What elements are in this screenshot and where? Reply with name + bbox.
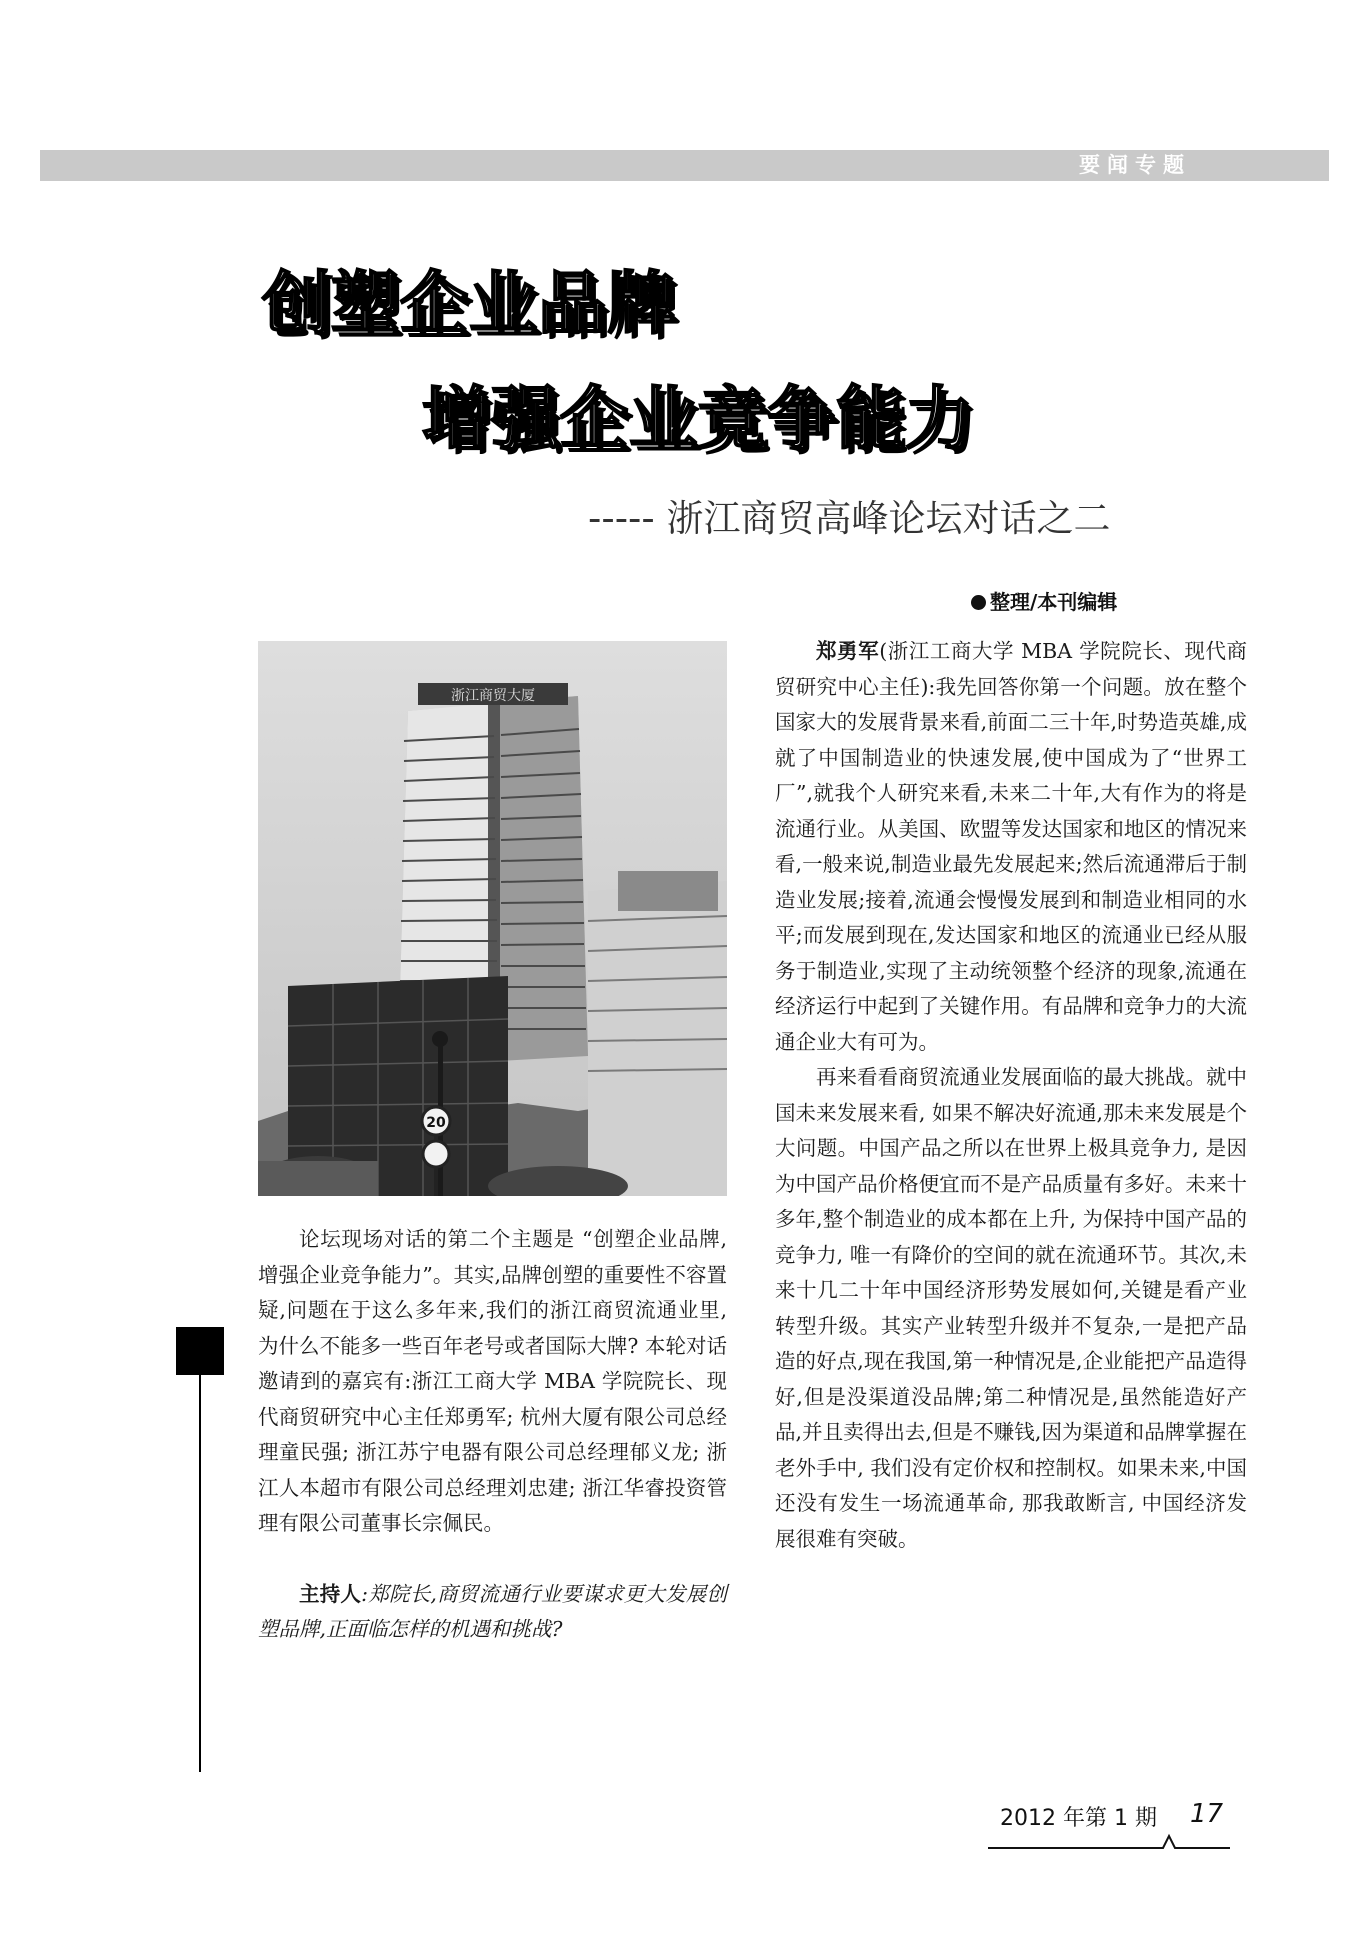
intro-column <box>258 1222 727 1648</box>
byline-text: 整理/本刊编辑 <box>990 590 1118 614</box>
bullet-icon <box>971 595 986 610</box>
page-number: 17 <box>1190 1799 1224 1829</box>
decorative-square <box>176 1327 224 1375</box>
building-illustration <box>258 641 727 1196</box>
answer-paragraph-1 <box>775 634 1247 1060</box>
footer-rule <box>988 1832 1230 1852</box>
decorative-rule <box>199 1375 201 1772</box>
answer-column <box>775 634 1247 1557</box>
section-label: 要闻专题 <box>1079 153 1191 177</box>
title-line-2: 增强企业竞争能力 <box>422 380 975 459</box>
speaker-name: 郑勇军 <box>816 639 880 663</box>
host-question-text: :郑院长,商贸流通行业要谋求更大发展创塑品牌,正面临怎样的机遇和挑战? <box>258 1581 728 1641</box>
answer-paragraph-2: 再来看看商贸流通业发展面临的最大挑战。就中国未来发展来看, 如果不解决好流通,那未来发展是个大问题。中国产品之所以在世界上极具竞争力, 是因为中国产品价格便宜而不是产品质量有多好。未来十多年,整个制造业的成本都在上升, 为保持中国产品的竞争力, 唯一有降价的空间的就在流通环节。其次,未来十几二十年中国经济形势发展如何,关键是看产业转型升级。其实产业转型升级并不复杂,一是把产品造的好点,现在我国,第一种情况是,企业能把产品造得好,但是没渠道没品牌;第二种情况是,虽然能造好产品,并且卖得出去,但是不赚钱,因为渠道和品牌掌握在老外手中, 我们没有定价权和控制权。如果未来,中国还没有发生一场流通革命, 那我敢断言, 中国经济发展很难有突破。 <box>775 1065 1247 1551</box>
speed-sign: 20 <box>426 1115 446 1131</box>
roof-sign: 浙江商贸大厦 <box>451 688 535 704</box>
building-photo <box>258 641 727 1196</box>
section-header-bar <box>40 150 1329 181</box>
subtitle: ----- 浙江商贸高峰论坛对话之二 <box>588 497 1111 540</box>
byline <box>971 586 1117 615</box>
title-line-1: 创塑企业品牌 <box>262 265 677 344</box>
answer-paragraph-1-text: (浙江工商大学 MBA 学院院长、现代商贸研究中心主任):我先回答你第一个问题。放在整个国家大的发展背景来看,前面二三十年,时势造英雄,成就了中国制造业的快速发展,使中国成为了“世界工厂”,就我个人研究来看,未来二十年,大有作为的将是流通行业。从美国、欧盟等发达国家和地区的情况来看,一般来说,制造业最先发展起来;然后流通滞后于制造业发展;接着,流通会慢慢发展到和制造业相同的水平;而发展到现在,发达国家和地区的流通业已经从服务于制造业,实现了主动统领整个经济的现象,流通在经济运行中起到了关键作用。有品牌和竞争力的大流通企业大有可为。 <box>775 639 1248 1054</box>
issue-label: 2012 年第 1 期 <box>1000 1806 1157 1831</box>
intro-paragraph: 论坛现场对话的第二个主题是 “创塑企业品牌,增强企业竞争能力”。其实,品牌创塑的重要性不容置疑,问题在于这么多年来,我们的浙江商贸流通业里, 为什么不能多一些百年老号或者国际大牌? 本轮对话邀请到的嘉宾有:浙江工商大学 MBA 学院院长、现代商贸研究中心主任郑勇军; 杭州大厦有限公司总经理童民强; 浙江苏宁电器有限公司总经理郁义龙; 浙江人本超市有限公司总经理刘忠建; 浙江华睿投资管理有限公司董事长宗佩民。 <box>258 1227 727 1535</box>
host-question <box>258 1577 727 1648</box>
host-label: 主持人 <box>299 1581 362 1606</box>
